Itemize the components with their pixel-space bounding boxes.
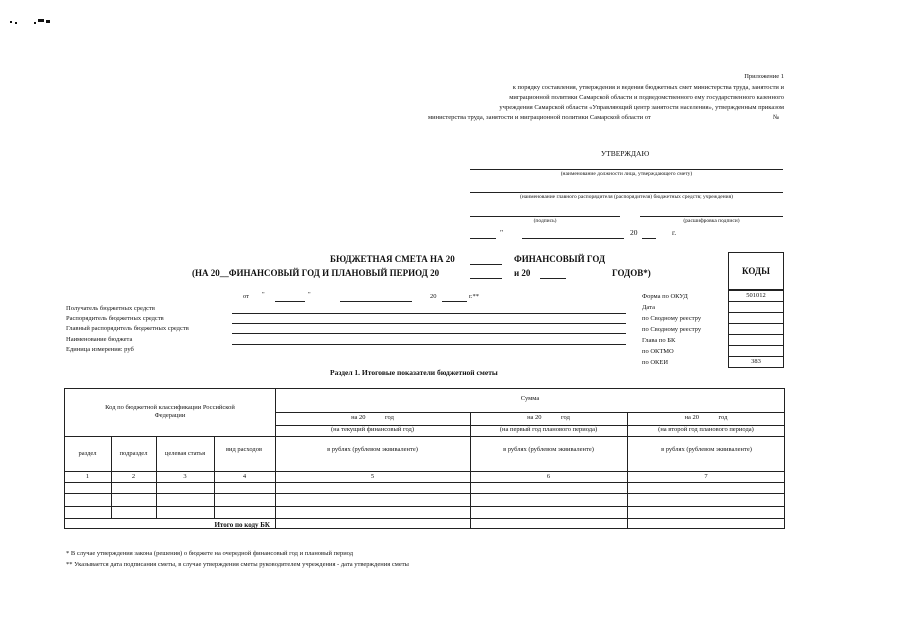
- period-col-3: (на второй год планового периода): [658, 426, 754, 433]
- scan-speck: [34, 22, 36, 24]
- sum-sub-header-3: в рублях (рублевом эквиваленте): [661, 446, 752, 453]
- section-title: Раздел 1. Итоговые показатели бюджетной сметы: [330, 368, 498, 377]
- col-subsection-header: подраздел: [119, 450, 148, 457]
- col-number: 2: [131, 473, 136, 480]
- okud-label: Форма по ОКУД: [642, 293, 688, 300]
- heading-line2-left: (НА 20__ФИНАНСОВЫЙ ГОД И ПЛАНОВЫЙ ПЕРИОД 20: [192, 268, 440, 278]
- heading-line1-left: БЮДЖЕТНАЯ СМЕТА НА 20: [330, 254, 455, 264]
- table-grid-line: [64, 518, 785, 519]
- okei-code: 383: [751, 358, 761, 365]
- date-day-line: [470, 238, 496, 239]
- signature-line: [470, 216, 620, 217]
- date-label: Дата: [642, 304, 655, 311]
- appendix-text: к порядку составления, утверждения и ведения бюджетных смет министерства труда, занятости и: [512, 84, 784, 91]
- date-year-suffix: г.**: [469, 293, 480, 300]
- col-number: 5: [370, 473, 375, 480]
- col-number: 6: [546, 473, 551, 480]
- table-grid-line: [64, 506, 785, 507]
- footnote-2: ** Указывается дата подписания сметы, в случае утверждения сметы руководителем учреждения - дата утверждения сметы: [66, 561, 409, 568]
- table-grid-line: [64, 436, 785, 437]
- year-col-3: на 20 год: [684, 414, 728, 421]
- col-number: 3: [183, 473, 187, 480]
- year-col-1: на 20 год: [351, 414, 394, 421]
- appendix-title: Приложение 1: [744, 73, 784, 80]
- heading-blank: [540, 278, 566, 279]
- table-grid-line: [275, 412, 785, 413]
- chief-manager-field-line: [232, 333, 626, 334]
- appendix-number-sign: №: [773, 114, 780, 121]
- codes-title: КОДЫ: [742, 266, 770, 276]
- codes-row-line: [728, 356, 784, 357]
- table-grid-line: [64, 482, 785, 483]
- year-col-2: на 20 год: [527, 414, 570, 421]
- codes-row-line: [728, 334, 784, 335]
- appendix-text: учреждения Самарской области «Управляющий центр занятости населения», утвержденным приказом: [499, 104, 784, 111]
- sum-sub-header-1: в рублях (рублевом эквиваленте): [327, 446, 418, 453]
- date-year-line: [642, 238, 656, 239]
- approve-caption: (наименование должности лица, утверждающего смету): [560, 171, 693, 177]
- col-number: 1: [85, 473, 90, 480]
- date-year-prefix: 20: [630, 228, 638, 237]
- date-month-blank: [340, 301, 412, 302]
- decode-caption: (расшифровка подписи): [683, 218, 740, 224]
- approve-line: [470, 169, 783, 170]
- approve-title: УТВЕРЖДАЮ: [600, 149, 650, 158]
- registry-label: по Сводному реестру: [642, 315, 702, 322]
- budget-name-field-line: [232, 344, 626, 345]
- chief-manager-label: Главный распорядитель бюджетных средств: [66, 325, 189, 332]
- oktmo-label: по ОКТМО: [642, 348, 674, 355]
- unit-label: Единица измерения: руб: [66, 346, 134, 353]
- date-quote: ": [500, 228, 504, 237]
- decode-line: [640, 216, 783, 217]
- chapter-bk-label: Глава по БК: [642, 337, 676, 344]
- col-target-header: целевая статья: [164, 450, 206, 457]
- recipient-field-line: [232, 313, 626, 314]
- manager-field-line: [232, 323, 626, 324]
- heading-line1-right: ФИНАНСОВЫЙ ГОД: [514, 254, 606, 264]
- heading-blank: [470, 278, 502, 279]
- heading-line2-right: ГОДОВ*): [612, 268, 651, 278]
- recipient-label: Получатель бюджетных средств: [66, 305, 155, 312]
- scan-speck: [38, 19, 44, 22]
- codes-row-line: [728, 323, 784, 324]
- okei-label: по ОКЕИ: [642, 359, 669, 366]
- codes-row-line: [728, 301, 784, 302]
- scan-speck: [10, 21, 12, 23]
- appendix-text: миграционной политики Самарской области и подведомственного ему государственного казенного: [509, 94, 784, 101]
- total-label: Итого по коду БК: [214, 521, 270, 529]
- registry-label: по Сводному реестру: [642, 326, 702, 333]
- table-grid-line: [64, 493, 785, 494]
- heading-line2-mid: и 20: [514, 268, 531, 278]
- period-col-2: (на первый год планового периода): [499, 426, 598, 433]
- period-col-1: (на текущий финансовый год): [330, 426, 415, 433]
- manager-label: Распорядитель бюджетных средств: [66, 315, 164, 322]
- col-section-header: раздел: [78, 450, 97, 457]
- approve-line: [470, 192, 783, 193]
- date-year-label: 20: [430, 293, 437, 300]
- col-number: 7: [704, 473, 708, 480]
- table-grid-line: [64, 471, 785, 472]
- budget-name-label: Наименование бюджета: [66, 336, 133, 343]
- sum-header: Сумма: [520, 395, 540, 402]
- appendix-text: министерства труда, занятости и миграционной политики Самарской области от: [428, 114, 651, 121]
- approve-caption: (наименование главного распорядителя (распорядителя) бюджетных средств; учреждения): [520, 194, 733, 200]
- footnote-1: * В случае утверждения закона (решения) о бюджете на очередной финансовый год и плановый период: [66, 550, 354, 557]
- date-from-label: от: [243, 293, 250, 300]
- codes-row-line: [728, 345, 784, 346]
- codes-row-line: [728, 312, 784, 313]
- table-grid-line: [275, 388, 276, 529]
- sum-sub-header-2: в рублях (рублевом эквиваленте): [503, 446, 594, 453]
- okud-code: 501012: [746, 292, 766, 299]
- scan-speck: [15, 22, 17, 24]
- date-quote: ": [308, 291, 311, 298]
- heading-blank: [470, 264, 502, 265]
- date-year-blank: [442, 301, 467, 302]
- date-month-line: [522, 238, 624, 239]
- kbk-header: Код по бюджетной классификации Российской Федерации: [105, 404, 235, 420]
- scan-speck: [46, 20, 50, 23]
- col-number: 4: [242, 473, 247, 480]
- date-year-suffix: г.: [672, 228, 677, 237]
- date-day-blank: [275, 301, 305, 302]
- date-quote: ": [262, 291, 265, 298]
- col-type-header: вид расходов: [225, 446, 263, 453]
- signature-caption: (подпись): [533, 218, 557, 224]
